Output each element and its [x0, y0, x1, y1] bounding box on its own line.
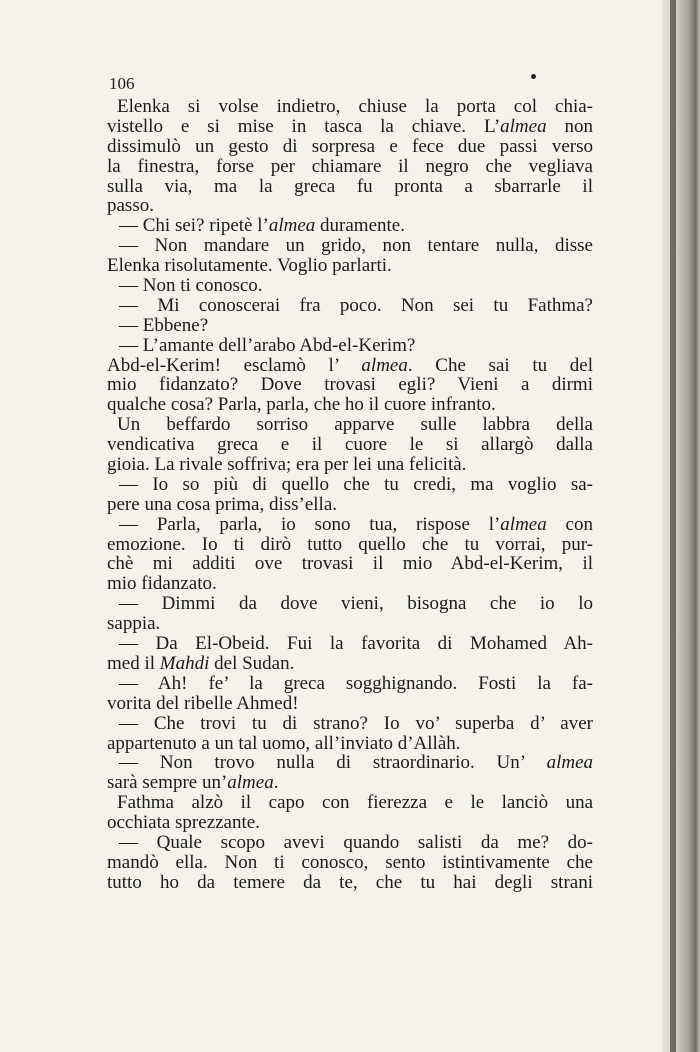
text-line: gioia. La rivale soffriva; era per lei una felicità.	[107, 454, 467, 476]
page-binding-shadow	[670, 0, 676, 1052]
text-line: appartenuto a un tal uomo, all’inviato d’Allàh.	[107, 732, 461, 754]
text-lines	[107, 97, 593, 893]
text-line: — L’amante dell’arabo Abd-el-Kerim?	[119, 334, 416, 356]
text-line: sulla via, ma la greca fu pronta a sbarrarle il	[107, 175, 593, 197]
text-line: Elenka risolutamente. Voglio parlarti.	[107, 255, 392, 277]
text-line: — Quale scopo avevi quando salisti da me? do-	[119, 831, 593, 853]
text-line: Abd-el-Kerim! esclamò l’ almea. Che sai tu del	[107, 354, 593, 376]
text-line: vorita del ribelle Ahmed!	[107, 692, 299, 714]
text-line: vistello e si mise in tasca la chiave. L’almea non	[107, 115, 593, 137]
text-line: — Chi sei? ripetè l’almea duramente.	[119, 215, 405, 237]
printer-mark	[531, 74, 536, 79]
page-number: 106	[109, 74, 135, 93]
text-line: pere una cosa prima, diss’ella.	[107, 493, 338, 515]
text-line: — Mi conoscerai fra poco. Non sei tu Fathma?	[119, 294, 593, 316]
text-line: dissimulò un gesto di sorpresa e fece due passi verso	[107, 135, 593, 157]
text-line: vendicativa greca e il cuore le si allargò dalla	[107, 434, 593, 456]
text-line: — Dimmi da dove vieni, bisogna che io lo	[119, 593, 593, 615]
text-line: — Che trovi tu di strano? Io vo’ superba d’ aver	[119, 712, 593, 734]
text-line: mio fidanzato? Dove trovasi egli? Vieni a dirmi	[107, 374, 593, 396]
page-binding-edge	[662, 0, 700, 1052]
text-line: — Ah! fe’ la greca sogghignando. Fosti la fa-	[119, 672, 593, 694]
text-line: — Non trovo nulla di straordinario. Un’ almea	[119, 752, 593, 774]
text-line: la finestra, forse per chiamare il negro che vegliava	[107, 155, 593, 177]
text-line: — Io so più di quello che tu credi, ma voglio sa-	[119, 473, 593, 495]
text-line: mandò ella. Non ti conosco, sento istintivamente che	[107, 851, 593, 873]
text-line: Fathma alzò il capo con fierezza e le lanciò una	[117, 792, 593, 814]
text-line: qualche cosa? Parla, parla, che ho il cuore infranto.	[107, 394, 496, 416]
text-line: occhiata sprezzante.	[107, 812, 260, 834]
text-line: — Ebbene?	[119, 314, 209, 336]
text-line: passo.	[107, 195, 154, 217]
text-line: Elenka si volse indietro, chiuse la porta col chia-	[117, 96, 593, 117]
text-line: sappia.	[107, 613, 161, 635]
text-line: chè mi additi ove trovasi il mio Abd-el-Kerim, il	[107, 553, 593, 575]
text-line: med il Mahdi del Sudan.	[107, 652, 295, 674]
text-line: — Parla, parla, io sono tua, rispose l’almea con	[119, 513, 593, 535]
text-line: — Da El-Obeid. Fui la favorita di Mohamed Ah-	[119, 633, 593, 655]
text-line: emozione. Io ti dirò tutto quello che tu vorrai, pur-	[107, 533, 593, 555]
text-line: tutto ho da temere da te, che tu hai degli strani	[107, 871, 593, 893]
text-line: — Non ti conosco.	[119, 275, 263, 297]
page-header	[107, 70, 593, 97]
page-text-block	[107, 70, 593, 893]
text-line: Un beffardo sorriso apparve sulle labbra della	[117, 414, 593, 436]
text-line: — Non mandare un grido, non tentare nulla, disse	[119, 235, 593, 257]
text-line: mio fidanzato.	[107, 573, 217, 595]
text-line: sarà sempre un’almea.	[107, 772, 279, 794]
